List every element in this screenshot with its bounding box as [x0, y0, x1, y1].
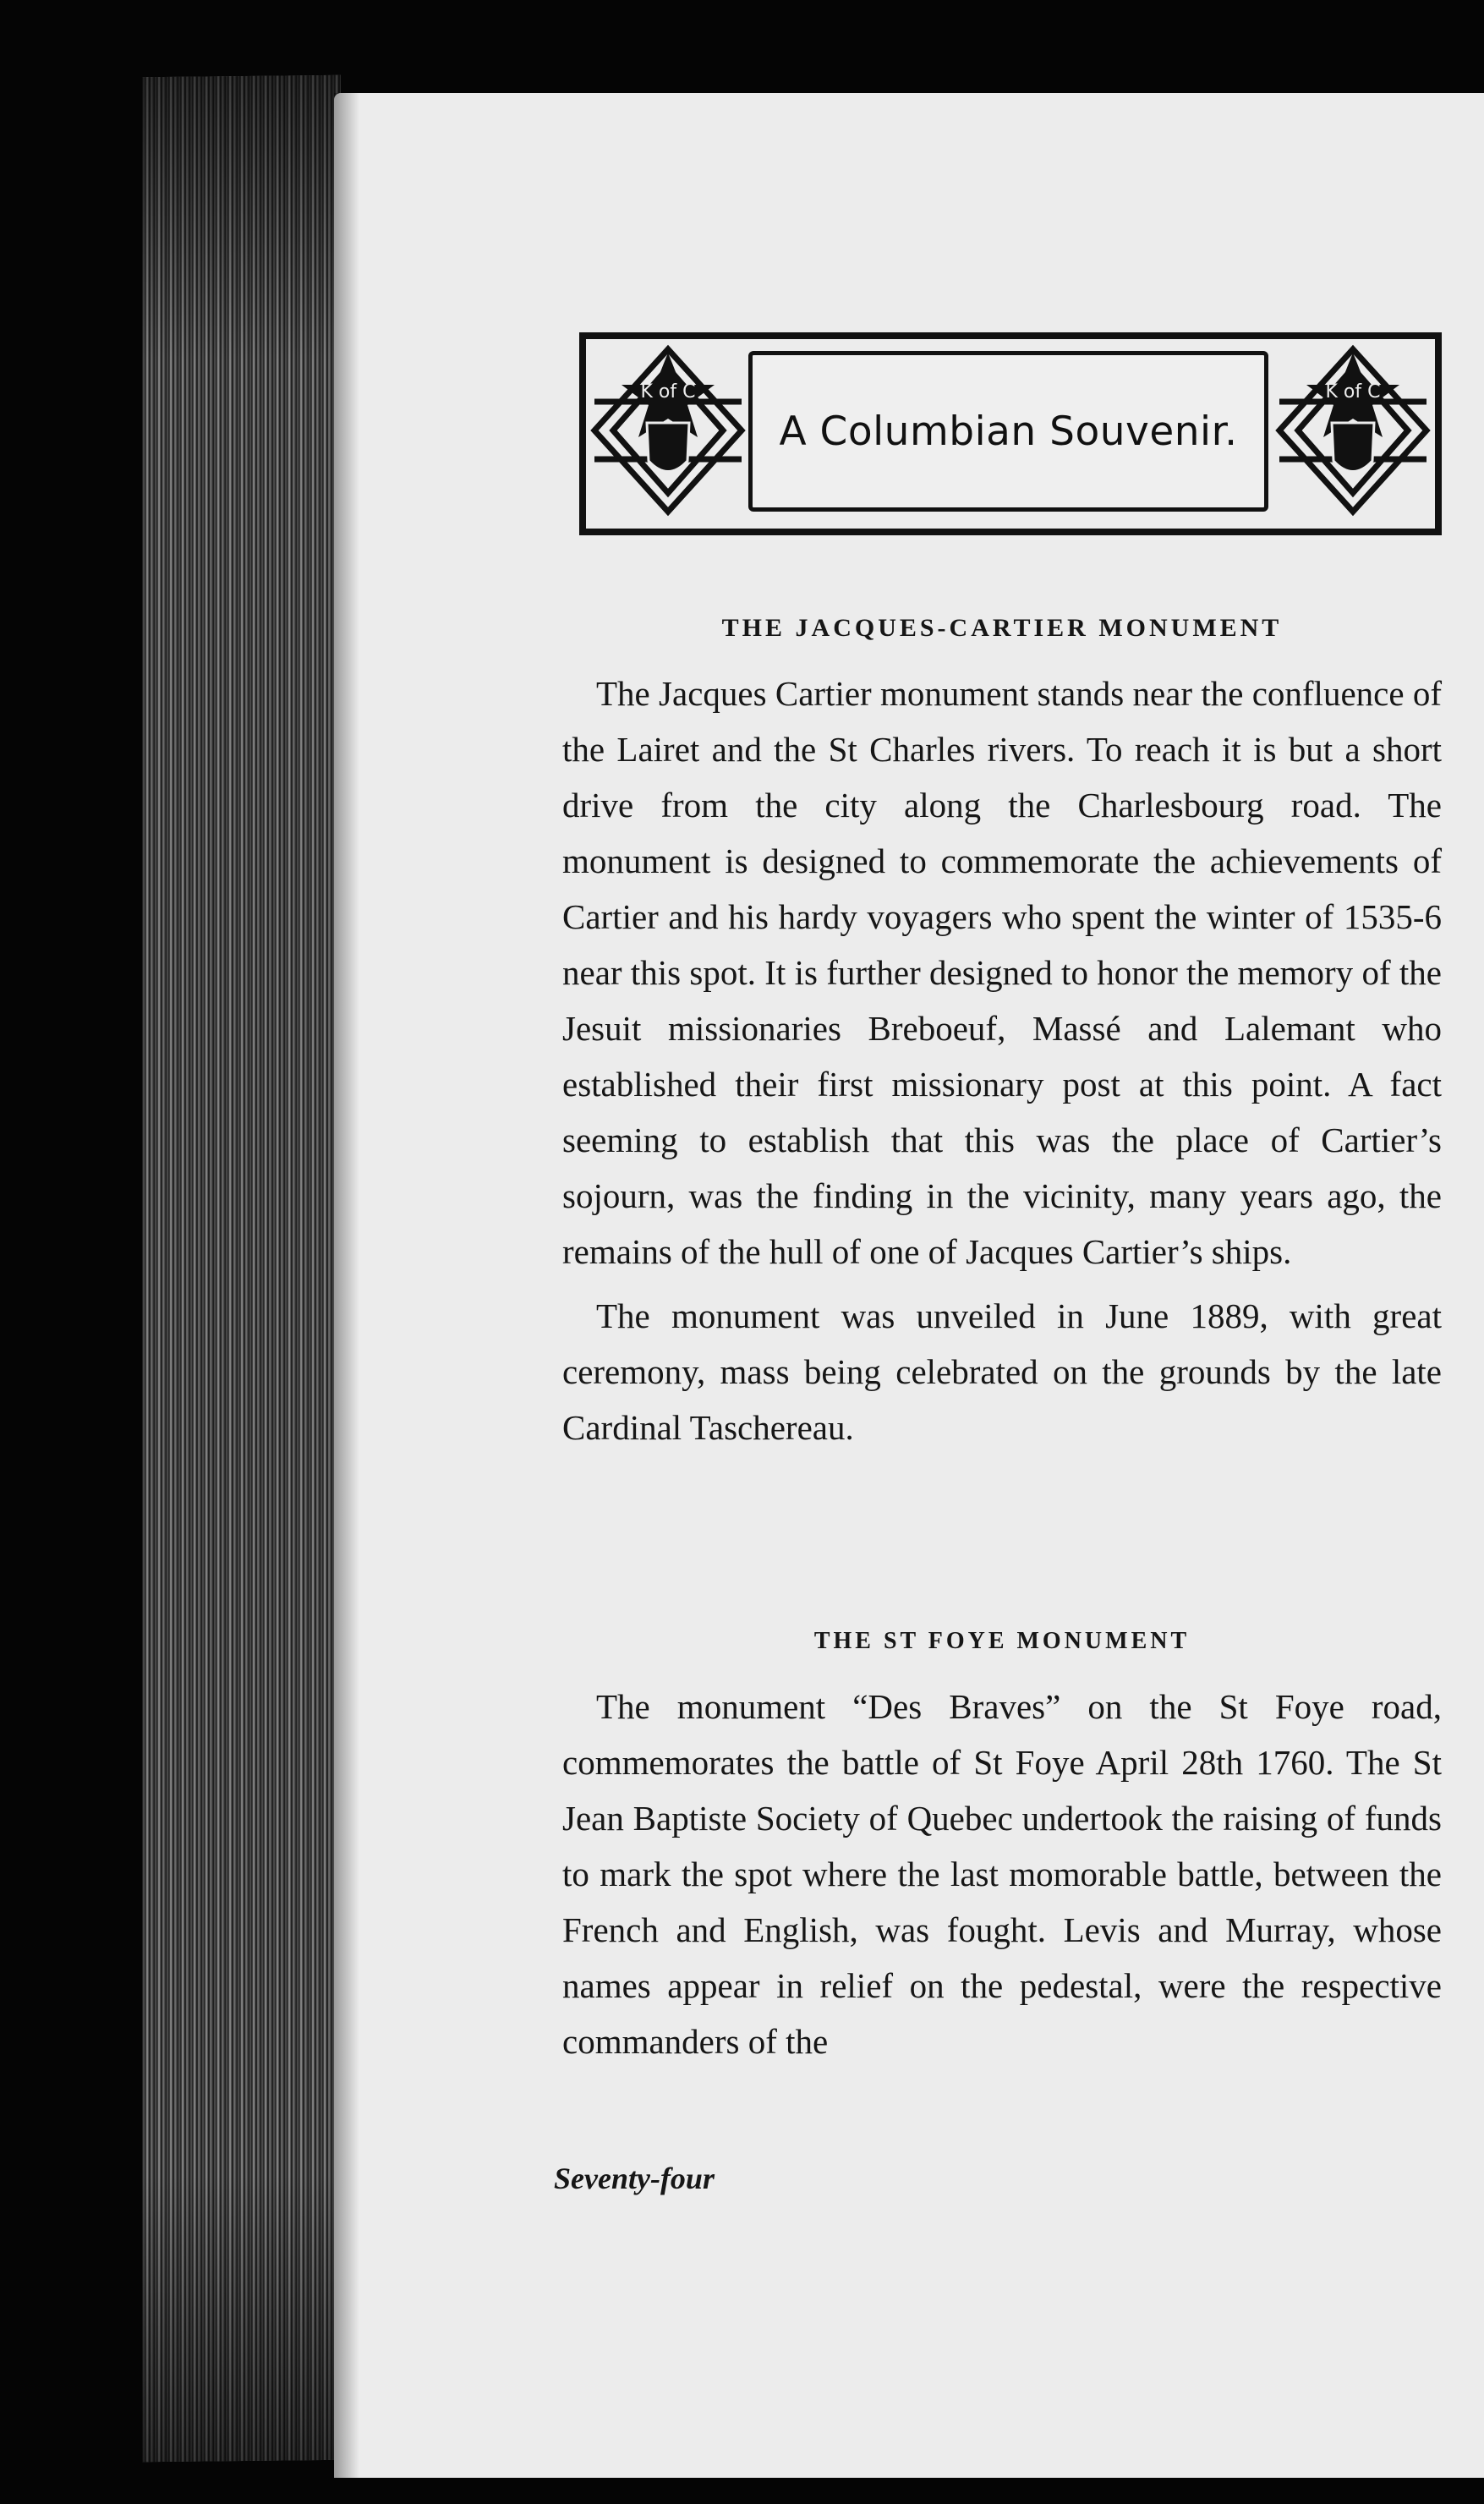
header-banner — [579, 332, 1442, 535]
banner-title-box — [748, 351, 1268, 512]
emblem-text-left: K of C — [640, 381, 696, 403]
kofc-emblem-icon — [1273, 342, 1433, 518]
page-number-label: Seventy-four — [554, 2162, 715, 2195]
section-body-st-foye — [562, 1679, 1442, 2069]
banner-title: A Columbian Souvenir. — [779, 408, 1238, 455]
emblem-text-right: K of C — [1325, 381, 1381, 403]
paragraph: The monument “Des Braves” on the St Foye road, commemorates the battle of St Foye April 28th 1760. The St Jean Baptiste Society of Quebec undertook the raising of funds to mark the spot where the last momorable battle, between the French and English, was fought. Levis and Murray, whose names appear in relief on the pedestal, were the respective commanders of the — [562, 1687, 1442, 2061]
paragraph: The Jacques Cartier monument stands near the confluence of the Lairet and the St Charles rivers. To reach it is but a short drive from the city along the Charlesbourg road. The monument is designed to commemorate the achievements of Cartier and his hardy voyagers who spent the winter of 1535-6 near this spot. It is further designed to honor the memory of the Jesuit missionaries Breboeuf, Massé and Lalemant who established their first missionary post at this point. A fact seeming to establish that this was the place of Cartier’s sojourn, was the finding in the vicinity, many years ago, the remains of the hull of one of Jacques Cartier’s ships. — [562, 674, 1442, 1271]
section-heading-jacques-cartier: THE JACQUES-CARTIER MONUMENT — [721, 614, 1283, 642]
section-body-jacques-cartier — [562, 666, 1442, 1455]
section-heading-st-foye: THE ST FOYE MONUMENT — [813, 1628, 1191, 1654]
book-page-edges — [142, 75, 341, 2462]
kofc-emblem-icon — [588, 342, 748, 518]
paragraph: The monument was unveiled in June 1889, with great ceremony, mass being celebrated on the grounds by the late Cardinal Taschereau. — [562, 1296, 1442, 1447]
